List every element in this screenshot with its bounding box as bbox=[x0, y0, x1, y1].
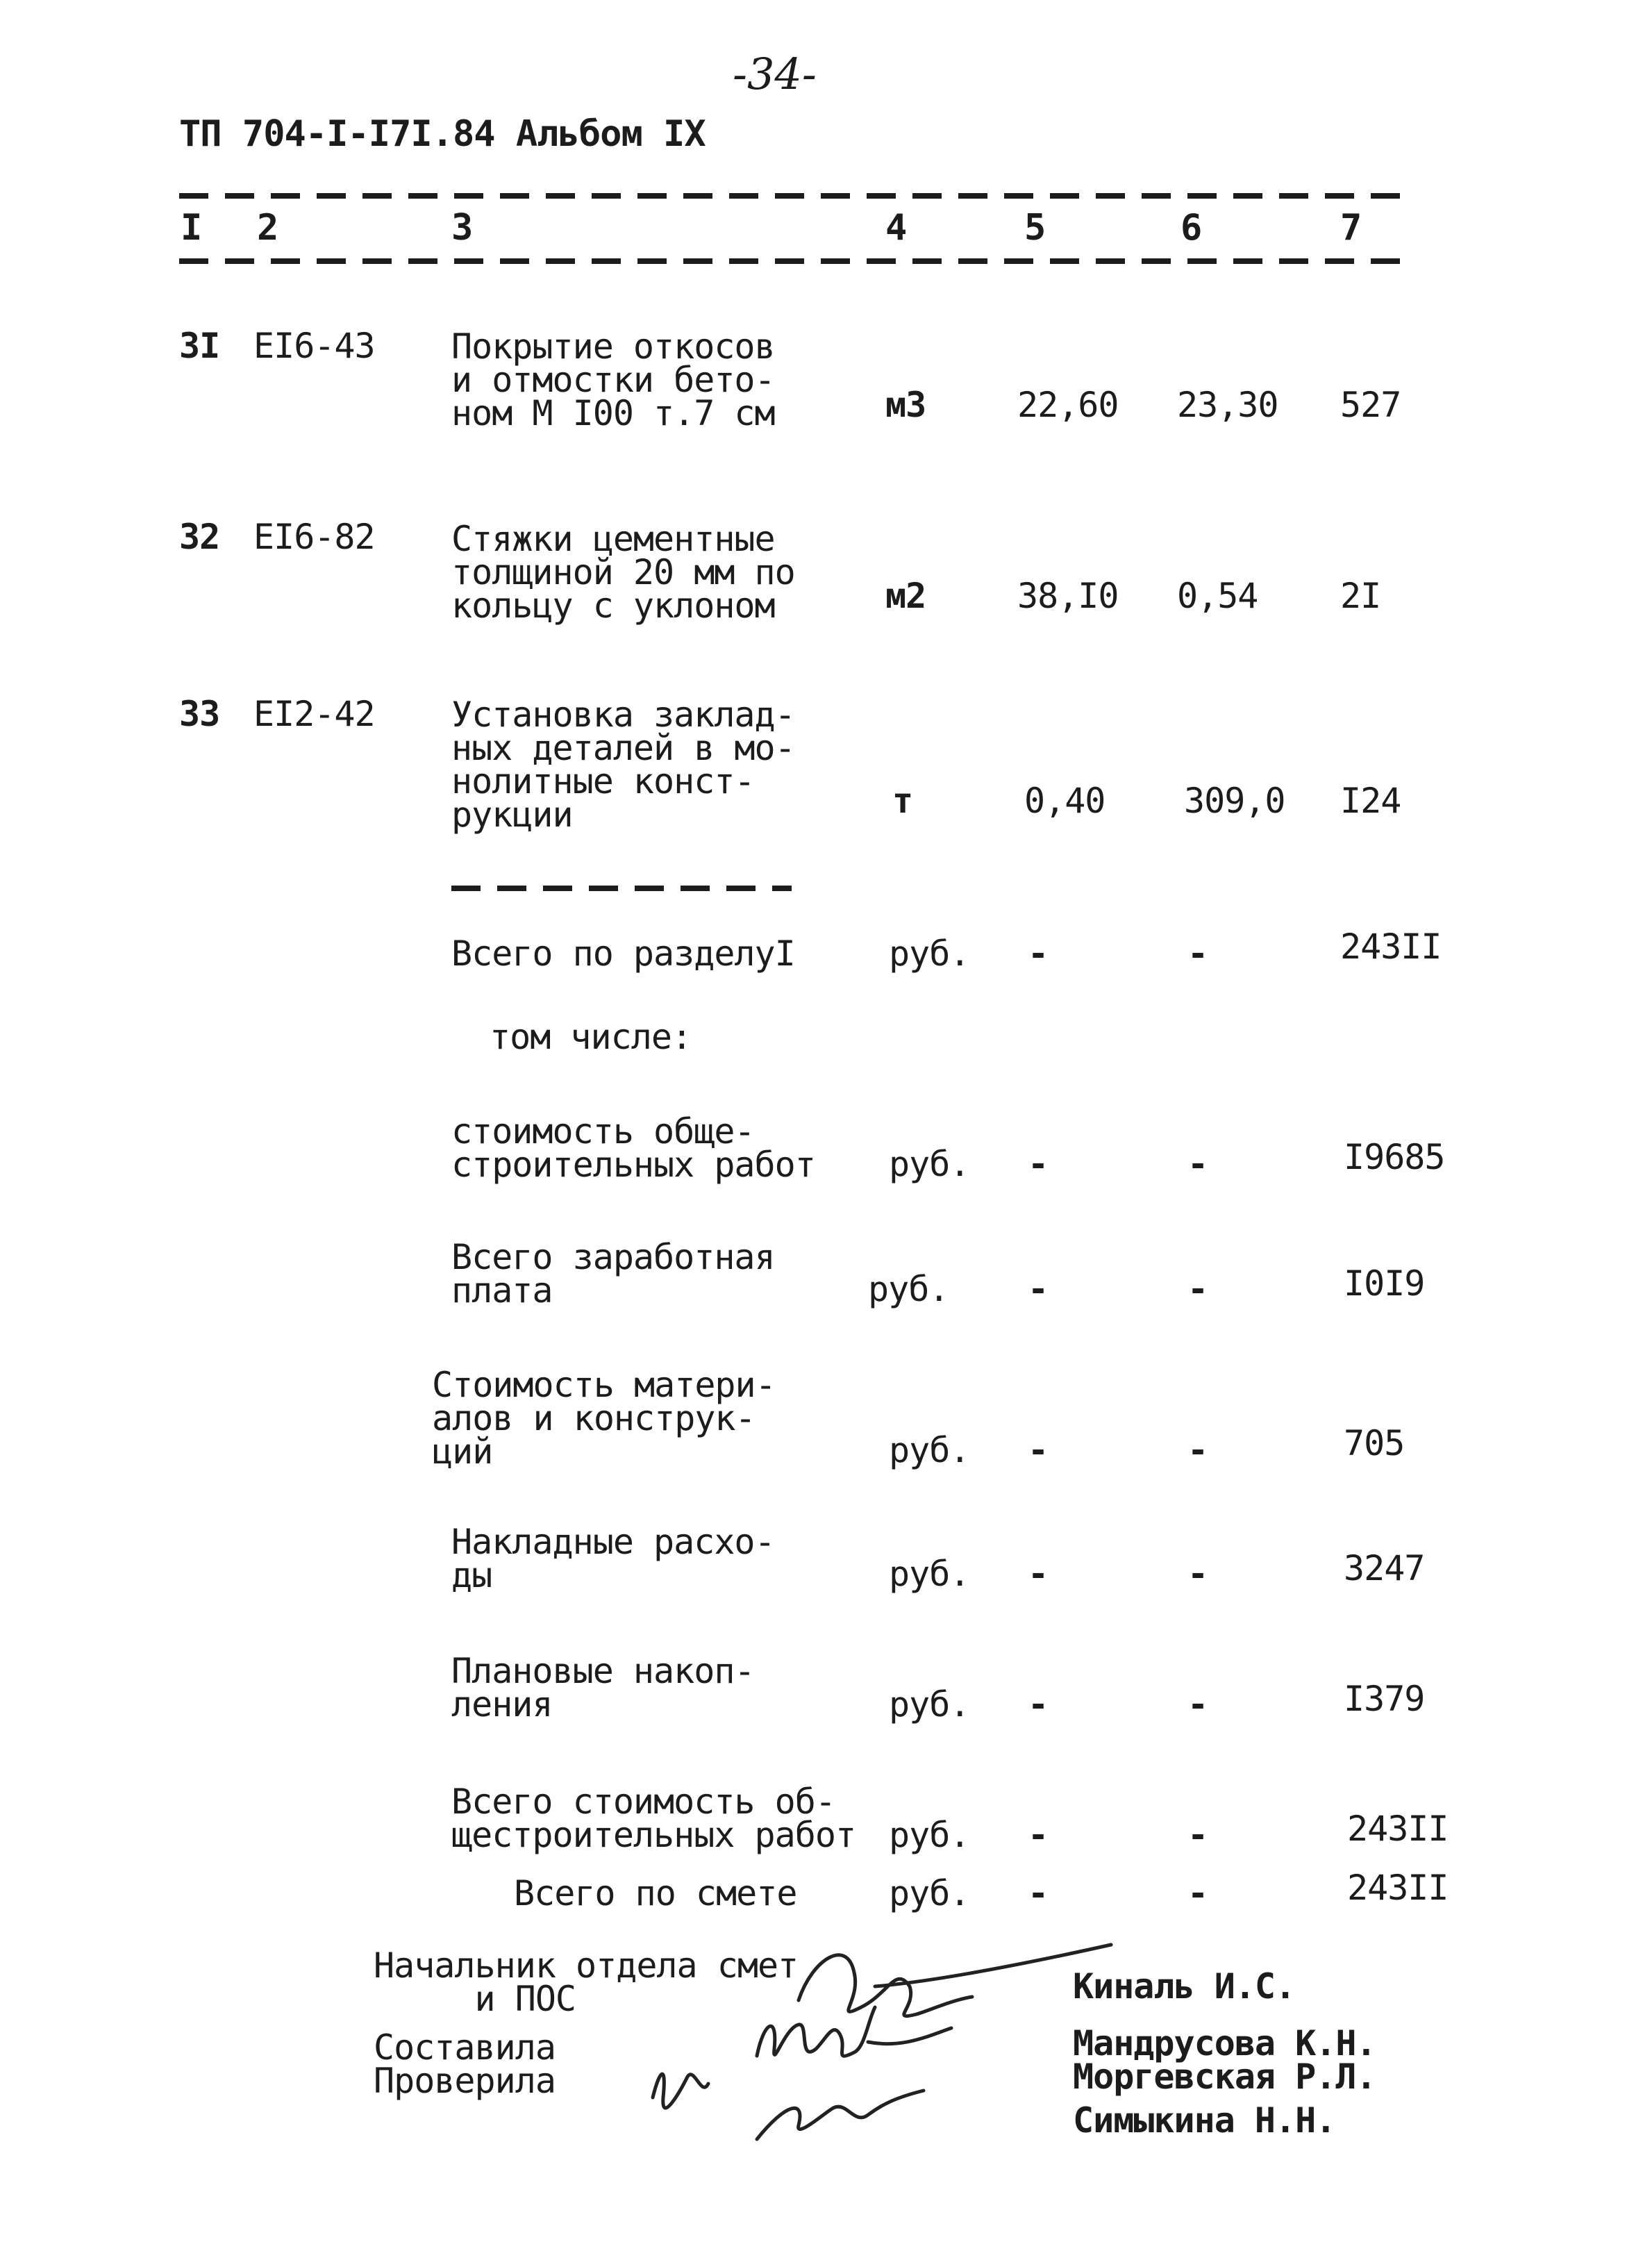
head-of-department-name: Киналь И.С. bbox=[1073, 1966, 1296, 2007]
row-quantity: 0,40 bbox=[1024, 781, 1105, 821]
total-col6: - bbox=[1187, 1684, 1208, 1725]
header-rule-top bbox=[179, 193, 1415, 199]
including-label: том числе: bbox=[490, 1017, 692, 1057]
signature-head bbox=[799, 1945, 1111, 2016]
total-label: Всего стоимость об- щестроительных работ bbox=[451, 1782, 856, 1855]
total-value: 243II bbox=[1347, 1809, 1449, 1849]
total-label: Стоимость матери- алов и конструк- ций bbox=[432, 1365, 776, 1472]
total-unit: руб. bbox=[889, 1873, 970, 1913]
signature-checked-left bbox=[653, 2074, 708, 2108]
total-label: Плановые накоп- ления bbox=[451, 1651, 755, 1725]
total-col6: - bbox=[1187, 1430, 1208, 1470]
total-label: Накладные расхо- ды bbox=[451, 1522, 775, 1595]
row-code: EI2-42 bbox=[253, 694, 375, 734]
row-description: Покрытие откосов и отмостки бето- ном М I00 т.7 см bbox=[451, 326, 775, 433]
checked-by-name: Симыкина Н.Н. bbox=[1073, 2100, 1336, 2141]
row-quantity: 38,I0 bbox=[1017, 576, 1119, 616]
row-number: 3I bbox=[179, 326, 220, 366]
page-number: -34- bbox=[733, 49, 817, 99]
row-code: EI6-43 bbox=[253, 326, 375, 366]
row-unit: т bbox=[892, 781, 913, 821]
total-unit: руб. bbox=[889, 1430, 970, 1470]
head-of-department-label: Начальник отдела смет и ПОС bbox=[374, 1945, 799, 2019]
total-value: I379 bbox=[1344, 1679, 1425, 1719]
compiled-by-label: Составила bbox=[374, 2027, 556, 2068]
total-col6: - bbox=[1187, 1269, 1208, 1309]
row-code: EI6-82 bbox=[253, 517, 375, 557]
section-separator bbox=[451, 886, 792, 891]
row-price: 23,30 bbox=[1177, 385, 1278, 425]
total-col6: - bbox=[1187, 1144, 1208, 1184]
row-unit: м3 bbox=[885, 385, 926, 425]
total-unit: руб. bbox=[889, 1554, 970, 1594]
total-unit: руб. bbox=[889, 933, 970, 974]
col-header-6: 6 bbox=[1180, 207, 1202, 249]
col-header-7: 7 bbox=[1340, 207, 1362, 249]
total-value: 3247 bbox=[1344, 1548, 1425, 1588]
total-col5: - bbox=[1028, 1554, 1049, 1594]
total-col5: - bbox=[1028, 1873, 1049, 1913]
checked-by-label: Проверила bbox=[374, 2061, 556, 2101]
row-quantity: 22,60 bbox=[1017, 385, 1119, 425]
total-value: I9685 bbox=[1344, 1137, 1445, 1177]
total-col5: - bbox=[1028, 933, 1049, 974]
total-value: 243II bbox=[1347, 1868, 1449, 1908]
compiled-by-names: Мандрусова К.Н. Моргевская Р.Л. bbox=[1073, 2023, 1376, 2097]
row-number: 33 bbox=[179, 694, 220, 734]
row-unit: м2 bbox=[885, 576, 926, 616]
total-unit: руб. bbox=[889, 1144, 970, 1184]
total-label: стоимость обще- строительных работ bbox=[451, 1111, 815, 1185]
total-col5: - bbox=[1028, 1684, 1049, 1725]
col-header-5: 5 bbox=[1024, 207, 1046, 249]
col-header-1: I bbox=[181, 207, 202, 249]
total-label: Всего по смете bbox=[514, 1873, 797, 1913]
total-col5: - bbox=[1028, 1430, 1049, 1470]
row-total: I24 bbox=[1340, 781, 1401, 821]
total-value: I0I9 bbox=[1344, 1263, 1425, 1304]
total-value: 705 bbox=[1344, 1423, 1405, 1463]
signature-compiled bbox=[757, 2007, 951, 2056]
total-unit: руб. bbox=[889, 1815, 970, 1855]
col-header-4: 4 bbox=[885, 207, 907, 249]
header-rule-bottom bbox=[179, 258, 1415, 264]
signature-checked bbox=[757, 2091, 924, 2139]
total-unit: руб. bbox=[889, 1684, 970, 1725]
col-header-2: 2 bbox=[257, 207, 278, 249]
total-value: 243II bbox=[1340, 927, 1442, 967]
total-col6: - bbox=[1187, 933, 1208, 974]
total-col6: - bbox=[1187, 1873, 1208, 1913]
total-col6: - bbox=[1187, 1554, 1208, 1594]
total-label: Всего заработная плата bbox=[451, 1237, 775, 1311]
col-header-3: 3 bbox=[451, 207, 473, 249]
row-description: Стяжки цементные толщиной 20 мм по кольцу с уклоном bbox=[451, 519, 795, 626]
row-description: Установка заклад- ных деталей в мо- нолитные конст- рукции bbox=[451, 695, 795, 835]
row-price: 0,54 bbox=[1177, 576, 1258, 616]
handwritten-signatures bbox=[625, 1917, 1125, 2167]
total-unit: руб. bbox=[868, 1269, 949, 1309]
row-price: 309,0 bbox=[1184, 781, 1285, 821]
doc-title: ТП 704-I-I7I.84 Альбом IX bbox=[179, 113, 706, 155]
total-col5: - bbox=[1028, 1815, 1049, 1855]
total-col5: - bbox=[1028, 1269, 1049, 1309]
total-col6: - bbox=[1187, 1815, 1208, 1855]
total-col5: - bbox=[1028, 1144, 1049, 1184]
row-total: 527 bbox=[1340, 385, 1401, 425]
row-number: 32 bbox=[179, 517, 220, 557]
row-total: 2I bbox=[1340, 576, 1381, 616]
total-label: Всего по разделуI bbox=[451, 933, 795, 974]
